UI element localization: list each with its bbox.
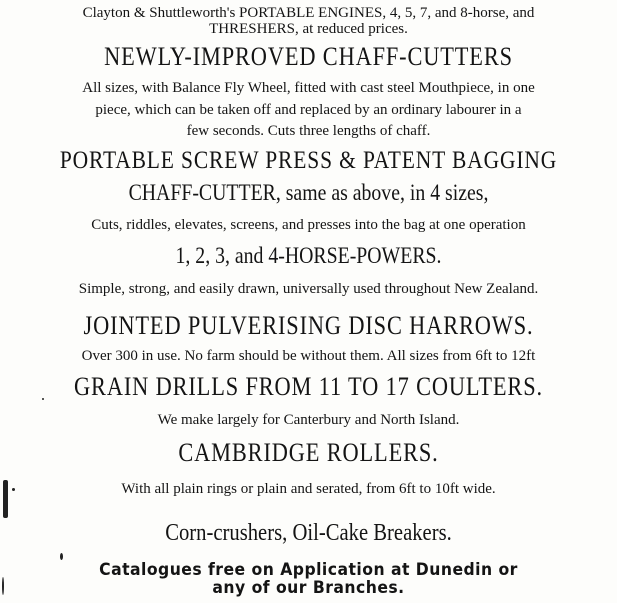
rollers-line: With all plain rings or plain and serated, from 6ft to 10ft wide. — [121, 481, 496, 497]
cambridge-rollers-heading: CAMBRIDGE ROLLERS. — [178, 438, 439, 467]
drills-line: We make largely for Canterbury and North Island. — [157, 412, 460, 428]
print-speck — [60, 553, 63, 560]
engines-line-2: THRESHERS, at reduced prices. — [209, 21, 408, 37]
chaff-line-1: All sizes, with Balance Fly Wheel, fitted with cast steel Mouthpiece, in one — [82, 80, 535, 96]
harrows-line: Over 300 in use. No farm should be without them. All sizes from 6ft to 12ft — [81, 348, 536, 364]
print-smudge — [3, 480, 8, 518]
press-description: Cuts, riddles, elevates, screens, and presses into the bag at one operation — [91, 217, 526, 233]
corn-crushers-heading: Corn-crushers, Oil-Cake Breakers. — [165, 520, 452, 546]
print-speck — [2, 577, 4, 595]
catalogues-line-1: Catalogues free on Application at Dunedin or — [99, 560, 518, 580]
grain-drills-heading: GRAIN DRILLS FROM 11 TO 17 COULTERS. — [74, 372, 543, 401]
engines-line-1: Clayton & Shuttleworth's PORTABLE ENGINES, 4, 5, 7, and 8-horse, and — [82, 5, 535, 21]
simple-strong-line: Simple, strong, and easily drawn, universally used throughout New Zealand. — [78, 281, 539, 297]
print-speck — [12, 488, 15, 491]
bagging-heading: CHAFF-CUTTER, same as above, in 4 sizes, — [128, 180, 489, 205]
chaff-line-2: piece, which can be taken off and replaced by an ordinary labourer in a — [95, 102, 522, 118]
disc-harrows-heading: JOINTED PULVERISING DISC HARROWS. — [83, 311, 534, 340]
chaff-line-3: few seconds. Cuts three lengths of chaff. — [186, 123, 431, 139]
horse-powers-heading: 1, 2, 3, and 4-HORSE-POWERS. — [175, 243, 442, 268]
screw-press-heading: PORTABLE SCREW PRESS & PATENT BAGGING — [59, 147, 558, 174]
catalogues-line-2: any of our Branches. — [212, 578, 405, 598]
print-speck — [42, 398, 44, 400]
chaff-cutters-heading: NEWLY-IMPROVED CHAFF-CUTTERS — [104, 42, 513, 71]
